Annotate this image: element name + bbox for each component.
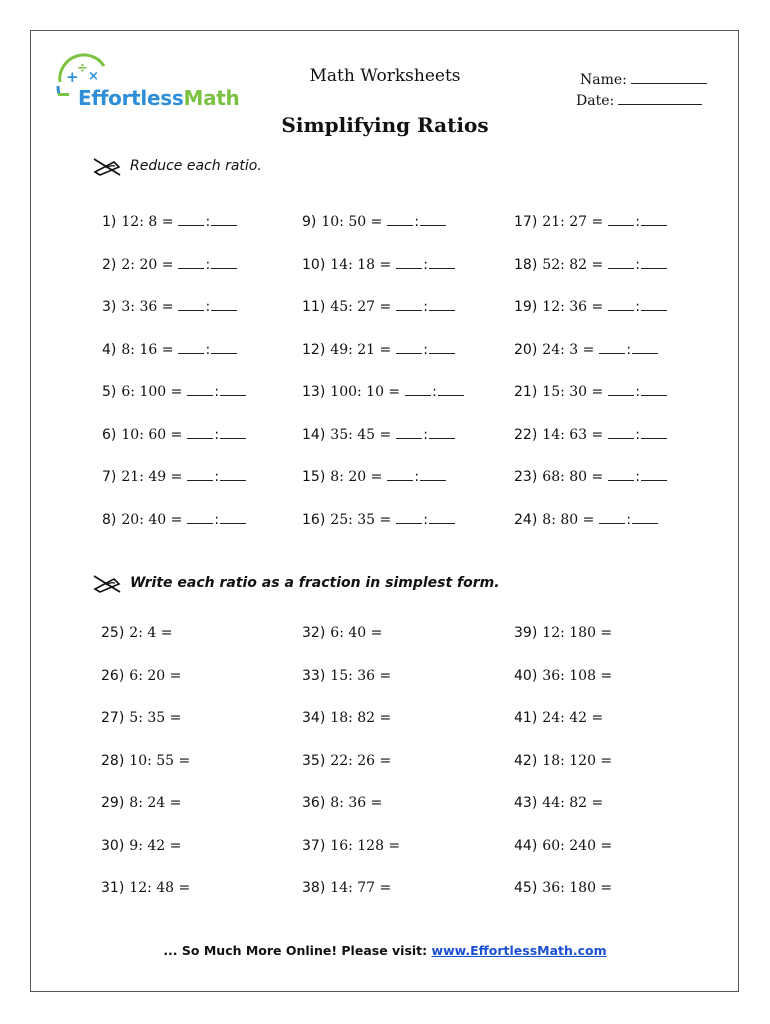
instruction-section-1: Reduce each ratio. bbox=[92, 156, 262, 176]
problem-expression: 25: 35 = bbox=[330, 511, 392, 528]
problem-expression: 24: 3 = bbox=[542, 341, 595, 358]
problem-item bbox=[302, 795, 382, 811]
problem-expression: 100: 10 = bbox=[330, 384, 401, 400]
problem-expression: 12: 180 = bbox=[542, 625, 613, 641]
answer-colon: : bbox=[635, 256, 640, 273]
answer-colon: : bbox=[635, 426, 640, 443]
problem-item bbox=[102, 384, 246, 400]
answer-blank[interactable] bbox=[211, 215, 237, 226]
answer-colon: : bbox=[626, 511, 632, 528]
answer-blank[interactable] bbox=[211, 300, 237, 311]
instruction-section-2: Write each ratio as a fraction in simplest form. bbox=[92, 573, 500, 593]
answer-colon: : bbox=[414, 214, 420, 230]
svg-text:÷: ÷ bbox=[77, 61, 88, 76]
problem-number: 28) bbox=[101, 752, 125, 769]
problem-expression: 6: 40 = bbox=[330, 625, 383, 641]
problem-number: 17) bbox=[514, 214, 538, 230]
answer-blank[interactable] bbox=[396, 343, 422, 354]
problem-number: 26) bbox=[101, 667, 125, 684]
pencil-no-icon bbox=[92, 156, 124, 176]
answer-blank[interactable] bbox=[429, 258, 455, 269]
problem-item bbox=[302, 838, 400, 854]
problem-expression: 12: 8 = bbox=[121, 214, 174, 230]
problem-expression: 8: 80 = bbox=[542, 511, 595, 528]
problem-item bbox=[102, 342, 237, 358]
problem-expression: 15: 36 = bbox=[330, 667, 392, 684]
logo-wordmark: EffortlessMath bbox=[78, 86, 240, 110]
problem-item bbox=[102, 299, 237, 315]
problem-item bbox=[302, 384, 464, 400]
answer-colon: : bbox=[635, 299, 640, 315]
problem-number: 18) bbox=[514, 256, 538, 273]
answer-blank[interactable] bbox=[608, 470, 634, 481]
problem-expression: 2: 4 = bbox=[129, 625, 173, 641]
answer-colon: : bbox=[205, 341, 211, 358]
answer-colon: : bbox=[214, 384, 220, 400]
answer-blank[interactable] bbox=[608, 300, 634, 311]
answer-blank[interactable] bbox=[420, 215, 446, 226]
answer-blank[interactable] bbox=[220, 428, 246, 439]
problem-expression: 45: 27 = bbox=[330, 299, 392, 315]
answer-blank[interactable] bbox=[220, 470, 246, 481]
answer-blank[interactable] bbox=[641, 470, 667, 481]
problem-number: 12) bbox=[302, 341, 326, 358]
problem-item bbox=[101, 753, 190, 769]
problem-expression: 44: 82 = bbox=[542, 795, 604, 811]
answer-blank[interactable] bbox=[429, 428, 455, 439]
problem-item bbox=[302, 299, 455, 315]
answer-colon: : bbox=[423, 426, 428, 443]
problem-number: 6) bbox=[102, 426, 117, 443]
problem-number: 34) bbox=[302, 710, 326, 726]
answer-blank[interactable] bbox=[387, 470, 413, 481]
problem-number: 27) bbox=[101, 710, 125, 726]
answer-blank[interactable] bbox=[396, 300, 422, 311]
problem-expression: 6: 100 = bbox=[121, 384, 183, 400]
answer-colon: : bbox=[635, 469, 640, 485]
footer bbox=[0, 943, 770, 958]
problem-item bbox=[102, 469, 246, 485]
answer-blank[interactable] bbox=[641, 300, 667, 311]
problem-number: 23) bbox=[514, 469, 538, 485]
problem-expression: 14: 77 = bbox=[330, 880, 392, 896]
problem-item bbox=[302, 512, 455, 528]
problem-expression: 9: 42 = bbox=[129, 837, 182, 854]
date-field[interactable]: Date: bbox=[576, 92, 702, 109]
answer-blank[interactable] bbox=[178, 300, 204, 311]
problem-expression: 2: 20 = bbox=[121, 256, 174, 273]
footer-link[interactable]: www.EffortlessMath.com bbox=[431, 943, 607, 958]
problem-item bbox=[514, 512, 658, 528]
problem-expression: 12: 36 = bbox=[542, 299, 604, 315]
problem-number: 30) bbox=[101, 837, 125, 854]
problem-number: 21) bbox=[514, 384, 538, 400]
problem-item bbox=[302, 625, 382, 641]
pencil-no-icon bbox=[92, 573, 124, 593]
answer-blank[interactable] bbox=[178, 258, 204, 269]
problem-number: 5) bbox=[102, 384, 117, 400]
name-field[interactable]: Name: bbox=[580, 71, 707, 88]
problem-number: 16) bbox=[302, 511, 326, 528]
problem-item bbox=[514, 668, 612, 684]
problem-expression: 60: 240 = bbox=[542, 837, 613, 854]
problem-number: 45) bbox=[514, 880, 538, 896]
answer-colon: : bbox=[423, 341, 428, 358]
problem-number: 9) bbox=[302, 214, 317, 230]
answer-blank[interactable] bbox=[387, 215, 413, 226]
answer-colon: : bbox=[423, 256, 428, 273]
problem-item bbox=[102, 214, 237, 230]
answer-blank[interactable] bbox=[187, 385, 213, 396]
problem-item bbox=[302, 214, 446, 230]
problem-expression: 8: 20 = bbox=[330, 469, 383, 485]
answer-blank[interactable] bbox=[599, 513, 625, 524]
problem-expression: 52: 82 = bbox=[542, 256, 604, 273]
answer-blank[interactable] bbox=[187, 470, 213, 481]
problem-expression: 10: 50 = bbox=[321, 214, 383, 230]
problem-expression: 8: 24 = bbox=[129, 795, 182, 811]
problem-number: 31) bbox=[101, 880, 125, 896]
problem-expression: 18: 120 = bbox=[542, 752, 613, 769]
answer-blank[interactable] bbox=[632, 513, 658, 524]
problem-item bbox=[102, 257, 237, 273]
problem-item bbox=[102, 512, 246, 528]
problem-number: 33) bbox=[302, 667, 326, 684]
problem-number: 22) bbox=[514, 426, 538, 443]
problem-item bbox=[302, 342, 455, 358]
problem-item bbox=[514, 342, 658, 358]
problem-expression: 21: 27 = bbox=[542, 214, 604, 230]
problem-item bbox=[302, 257, 455, 273]
answer-colon: : bbox=[214, 511, 220, 528]
problem-expression: 18: 82 = bbox=[330, 710, 392, 726]
answer-colon: : bbox=[423, 299, 428, 315]
problem-item bbox=[101, 838, 181, 854]
problem-number: 13) bbox=[302, 384, 326, 400]
problem-number: 11) bbox=[302, 299, 326, 315]
problem-item bbox=[302, 469, 446, 485]
problem-number: 2) bbox=[102, 256, 117, 273]
problem-item bbox=[101, 668, 181, 684]
answer-blank[interactable] bbox=[608, 428, 634, 439]
problem-number: 25) bbox=[101, 625, 125, 641]
answer-blank[interactable] bbox=[220, 513, 246, 524]
problem-item bbox=[514, 384, 667, 400]
problem-expression: 68: 80 = bbox=[542, 469, 604, 485]
problem-expression: 35: 45 = bbox=[330, 426, 392, 443]
problem-number: 14) bbox=[302, 426, 326, 443]
problem-expression: 12: 48 = bbox=[129, 880, 191, 896]
problem-number: 10) bbox=[302, 256, 326, 273]
answer-colon: : bbox=[414, 469, 420, 485]
problem-item bbox=[302, 668, 391, 684]
problem-expression: 36: 180 = bbox=[542, 880, 613, 896]
answer-blank[interactable] bbox=[420, 470, 446, 481]
answer-colon: : bbox=[432, 384, 437, 400]
answer-blank[interactable] bbox=[438, 385, 464, 396]
problem-item bbox=[514, 795, 603, 811]
answer-blank[interactable] bbox=[599, 343, 625, 354]
problem-item bbox=[102, 427, 246, 443]
problem-number: 24) bbox=[514, 511, 538, 528]
problem-number: 35) bbox=[302, 752, 326, 769]
problem-item bbox=[101, 710, 181, 726]
problem-item bbox=[514, 625, 612, 641]
problem-item bbox=[514, 880, 612, 896]
problem-expression: 16: 128 = bbox=[330, 837, 401, 854]
problem-number: 4) bbox=[102, 341, 117, 358]
problem-number: 41) bbox=[514, 710, 538, 726]
answer-blank[interactable] bbox=[187, 513, 213, 524]
answer-colon: : bbox=[635, 384, 640, 400]
problem-item bbox=[514, 710, 603, 726]
problem-number: 32) bbox=[302, 625, 326, 641]
problem-item bbox=[302, 427, 455, 443]
problem-expression: 10: 55 = bbox=[129, 752, 191, 769]
svg-text:+: + bbox=[66, 68, 79, 86]
answer-blank[interactable] bbox=[405, 385, 431, 396]
answer-blank[interactable] bbox=[220, 385, 246, 396]
worksheet-title: Simplifying Ratios bbox=[281, 113, 489, 137]
answer-blank[interactable] bbox=[608, 215, 634, 226]
answer-blank[interactable] bbox=[632, 343, 658, 354]
answer-blank[interactable] bbox=[641, 258, 667, 269]
answer-blank[interactable] bbox=[429, 343, 455, 354]
problem-expression: 24: 42 = bbox=[542, 710, 604, 726]
answer-colon: : bbox=[205, 299, 211, 315]
answer-blank[interactable] bbox=[608, 385, 634, 396]
answer-colon: : bbox=[205, 214, 211, 230]
problem-expression: 5: 35 = bbox=[129, 710, 182, 726]
problem-item bbox=[514, 299, 667, 315]
problem-expression: 49: 21 = bbox=[330, 341, 392, 358]
problem-expression: 20: 40 = bbox=[121, 511, 183, 528]
answer-colon: : bbox=[626, 341, 632, 358]
answer-blank[interactable] bbox=[429, 513, 455, 524]
answer-blank[interactable] bbox=[641, 428, 667, 439]
problem-expression: 6: 20 = bbox=[129, 667, 182, 684]
answer-blank[interactable] bbox=[641, 385, 667, 396]
answer-blank[interactable] bbox=[211, 258, 237, 269]
problem-number: 29) bbox=[101, 795, 125, 811]
problem-item bbox=[302, 753, 391, 769]
problem-item bbox=[514, 838, 612, 854]
problem-item bbox=[101, 795, 181, 811]
problem-number: 44) bbox=[514, 837, 538, 854]
answer-blank[interactable] bbox=[187, 428, 213, 439]
answer-blank[interactable] bbox=[429, 300, 455, 311]
answer-blank[interactable] bbox=[608, 258, 634, 269]
problem-expression: 14: 18 = bbox=[330, 256, 392, 273]
problem-expression: 15: 30 = bbox=[542, 384, 604, 400]
problem-item bbox=[302, 710, 391, 726]
problem-item bbox=[514, 427, 667, 443]
problem-number: 20) bbox=[514, 341, 538, 358]
problem-number: 43) bbox=[514, 795, 538, 811]
problem-expression: 36: 108 = bbox=[542, 667, 613, 684]
problem-item bbox=[101, 625, 172, 641]
problem-number: 42) bbox=[514, 752, 538, 769]
problem-expression: 10: 60 = bbox=[121, 426, 183, 443]
svg-text:×: × bbox=[88, 69, 99, 84]
problem-number: 15) bbox=[302, 469, 326, 485]
problem-expression: 14: 63 = bbox=[542, 426, 604, 443]
problem-item bbox=[302, 880, 391, 896]
answer-colon: : bbox=[635, 214, 640, 230]
problem-number: 36) bbox=[302, 795, 326, 811]
problem-expression: 8: 36 = bbox=[330, 795, 383, 811]
worksheet-subtitle: Math Worksheets bbox=[309, 66, 461, 86]
problem-expression: 22: 26 = bbox=[330, 752, 392, 769]
problem-number: 37) bbox=[302, 837, 326, 854]
answer-colon: : bbox=[214, 469, 220, 485]
problem-number: 19) bbox=[514, 299, 538, 315]
problem-item bbox=[514, 469, 667, 485]
answer-colon: : bbox=[205, 256, 211, 273]
problem-expression: 8: 16 = bbox=[121, 341, 174, 358]
footer-text: ... So Much More Online! Please visit: bbox=[163, 943, 428, 958]
problem-number: 1) bbox=[102, 214, 117, 230]
problem-number: 3) bbox=[102, 299, 117, 315]
answer-colon: : bbox=[214, 426, 220, 443]
answer-blank[interactable] bbox=[396, 428, 422, 439]
answer-blank[interactable] bbox=[396, 513, 422, 524]
problem-number: 40) bbox=[514, 667, 538, 684]
answer-colon: : bbox=[423, 511, 428, 528]
problem-expression: 3: 36 = bbox=[121, 299, 174, 315]
problem-number: 39) bbox=[514, 625, 538, 641]
problem-number: 38) bbox=[302, 880, 326, 896]
problem-number: 7) bbox=[102, 469, 117, 485]
answer-blank[interactable] bbox=[641, 215, 667, 226]
problem-item bbox=[514, 214, 667, 230]
problem-item bbox=[514, 257, 667, 273]
answer-blank[interactable] bbox=[178, 215, 204, 226]
answer-blank[interactable] bbox=[211, 343, 237, 354]
problem-number: 8) bbox=[102, 511, 117, 528]
answer-blank[interactable] bbox=[396, 258, 422, 269]
problem-expression: 21: 49 = bbox=[121, 469, 183, 485]
problem-item bbox=[101, 880, 190, 896]
answer-blank[interactable] bbox=[178, 343, 204, 354]
problem-item bbox=[514, 753, 612, 769]
